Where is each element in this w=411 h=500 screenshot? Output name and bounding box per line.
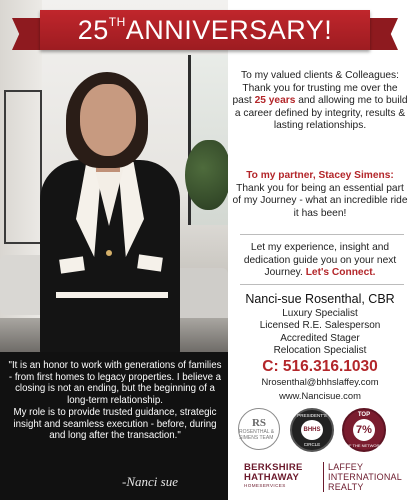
top7-badge-bottom: OF THE NETWORK [345,443,383,448]
divider [240,284,404,285]
bh-logo-line2: HATHAWAY [244,472,300,483]
top7-badge-mark: 7% [353,419,375,441]
banner-suffix: TH [108,14,126,29]
laffey-logo [328,462,410,492]
plant [185,140,228,210]
presidents-badge-top: PRESIDENT'S [297,413,327,418]
agent-website[interactable]: www.Nancisue.com [279,390,361,401]
agent-titles [232,308,408,358]
agent-email[interactable]: Nrosenthal@bhhslaffey.com [261,376,379,387]
agent-title: Relocation Specialist [273,345,367,357]
partner-text: Thank you for being an essential part of my Journey - what an incredible ride it has been! [232,182,408,219]
intro-highlight: 25 years [254,95,296,107]
team-badge [238,408,280,450]
quote-paragraph-1: "It is an honor to work with generations of families - from first homes to legacy properties. I believe a closing is not an ending, but the beginning of a long-term relationship. [8,360,222,406]
cta-highlight: Let's Connect. [305,267,376,279]
banner-ribbon [40,10,370,50]
team-badge-mark: RS [251,417,267,429]
banner-word: ANNIVERSARY! [125,14,333,45]
anniversary-banner [12,10,398,54]
presidents-circle-badge [290,408,334,452]
intro-paragraph [232,70,408,133]
laffey-logo-line: REALTY [328,482,364,492]
presidents-badge-mark: BHHS [301,420,323,440]
partner-highlight: To my partner, Stacey Simens: [246,170,394,181]
team-badge-label: ROSENTHAL & SIMENS TEAM [239,429,275,441]
berkshire-hathaway-logo [244,463,324,488]
divider [240,234,404,235]
partner-paragraph [232,170,408,220]
agent-title: Luxury Specialist [282,308,358,319]
top7-badge-top: TOP [357,412,371,418]
laffey-logo-line: LAFFEY [328,462,364,472]
agent-phone[interactable]: C: 516.316.1030 [262,358,378,375]
top-7-badge [342,408,386,452]
banner-number: 25 [77,14,109,45]
agent-title: Licensed R.E. Salesperson [259,320,381,332]
laffey-logo-line: INTERNATIONAL [328,472,402,482]
signature: -Nanci sue [122,474,178,489]
intro-text-a: To my valued clients & Colleagues: Thank you for trusting me over the past [232,70,399,107]
cta-paragraph [232,242,408,280]
banner-title [78,15,333,46]
intro-text-b: and allowing me to build a career defined by integrity, results & lasting relationships. [234,95,408,132]
cta-text: Let my experience, insight and dedication guide you on your next Journey. [243,242,397,279]
face [80,84,136,156]
jacket-hem [56,292,168,298]
logo-divider [323,462,324,492]
quote-paragraph-2: My role is to provide trusted guidance, strategic insight and seamless execution - before, during and long after the transaction." [13,407,217,442]
agent-title: Accredited Stager [280,332,360,344]
jacket-button [106,250,112,256]
agent-name: Nanci-sue Rosenthal, CBR [245,292,395,306]
bh-logo-line3: HOMESERVICES [244,483,286,488]
bh-logo-line1: BERKSHIRE [244,462,303,473]
presidents-badge-bottom: CIRCLE [303,442,321,447]
doorway [4,90,42,244]
